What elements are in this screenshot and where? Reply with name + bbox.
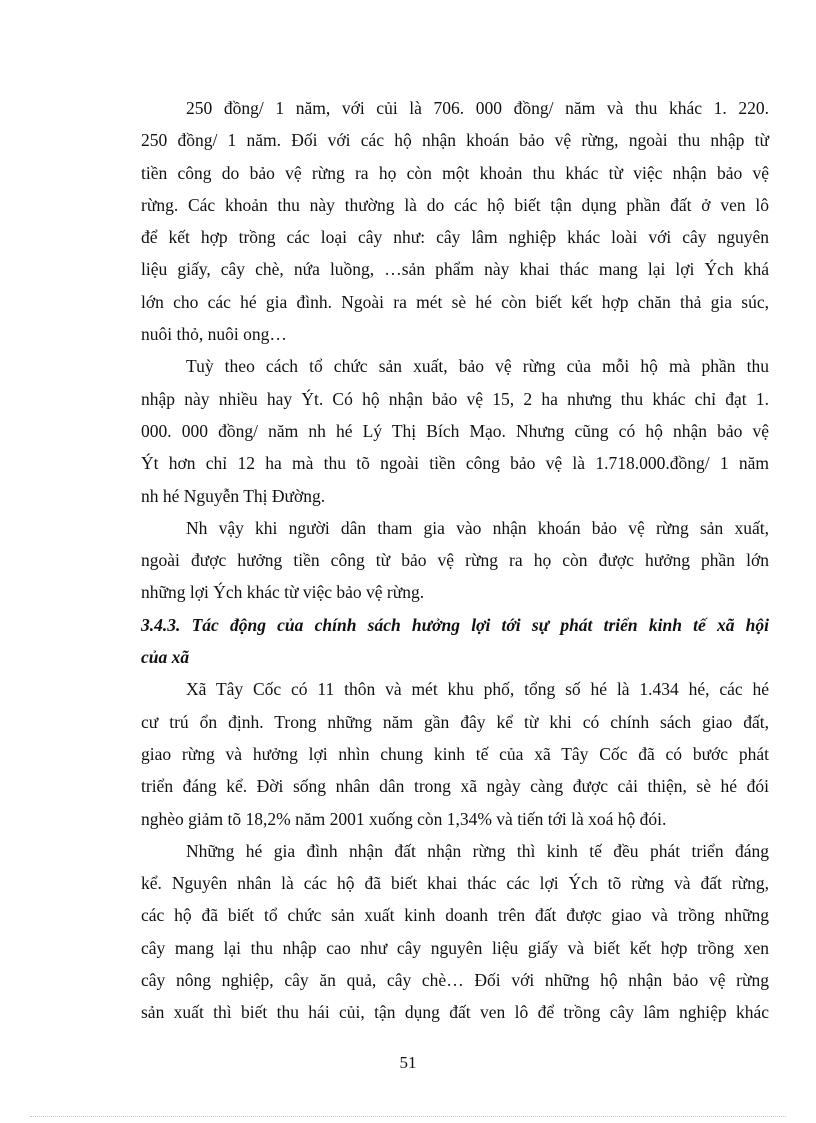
text-line: cây nông nghiệp, cây ăn quả, cây chè… Đối với những hộ nhận bảo vệ rừng (141, 970, 769, 991)
text-line: 000. 000 đồng/ năm nh hé Lý Thị Bích Mạo. Nhưng cũng có hộ nhận bảo vệ (141, 420, 769, 441)
text-line: các hộ đã biết tổ chức sản xuất kinh doanh trên đất được giao và trồng những (141, 905, 769, 926)
text-line: Nh vậy khi người dân tham gia vào nhận khoán bảo vệ rừng sản xuất, (186, 517, 769, 538)
text-line: nh hé Nguyễn Thị Đường. (141, 485, 326, 506)
text-line: Những hé gia đình nhận đất nhận rừng thì kinh tế đều phát triển đáng (186, 840, 769, 861)
text-line: Tuỳ theo cách tổ chức sản xuất, bảo vệ rừng của mỗi hộ mà phần thu (186, 356, 769, 377)
page-border (30, 1116, 786, 1117)
text-line: liệu giấy, cây chè, nứa luồng, …sản phẩm này khai thác mang lại lợi Ých khá (141, 259, 769, 280)
text-line: ngoài được hưởng tiền công từ bảo vệ rừng ra họ còn được hưởng phần lớn (141, 550, 769, 571)
text-line: để kết hợp trồng các loại cây như: cây lâm nghiệp khác loài với cây nguyên (141, 227, 769, 248)
text-line: triển đáng kể. Đời sống nhân dân trong xã ngày càng được cải thiện, sè hé đói (141, 776, 769, 797)
text-line: lớn cho các hé gia đình. Ngoài ra mét sè hé còn biết kết hợp chăn thả gia súc, (141, 291, 769, 312)
text-line: 250 đồng/ 1 năm, với củi là 706. 000 đồng/ năm và thu khác 1. 220. (186, 98, 769, 118)
text-line: 250 đồng/ 1 năm. Đối với các hộ nhận khoán bảo vệ rừng, ngoài thu nhập từ (141, 130, 769, 151)
text-line: rừng. Các khoản thu này thường là do các hộ biết tận dụng phần đất ở ven lô (141, 194, 769, 215)
text-line: giao rừng và hưởng lợi nhìn chung kinh tế của xã Tây Cốc đã có bước phát (141, 743, 769, 764)
text-line: cư trú ổn định. Trong những năm gần đây kể từ khi có chính sách giao đất, (141, 711, 769, 732)
text-line: nuôi thỏ, nuôi ong… (141, 324, 287, 345)
section-heading: 3.4.3. Tác động của chính sách hưởng lợi tới sự phát triển kinh tế xã hội (141, 614, 769, 635)
page-number: 51 (399, 1053, 417, 1072)
section-heading: của xã (141, 647, 190, 668)
text-line: nghèo giảm tõ 18,2% năm 2001 xuống còn 1,34% và tiến tới là xoá hộ đói. (141, 808, 667, 829)
text-line: Xã Tây Cốc có 11 thôn và mét khu phố, tổng số hé là 1.434 hé, các hé (186, 679, 769, 700)
text-line: tiền công do bảo vệ rừng ra họ còn một khoản thu khác từ việc nhận bảo vệ (141, 162, 769, 183)
text-line: Ýt hơn chỉ 12 ha mà thu tõ ngoài tiền công bảo vệ là 1.718.000.đồng/ 1 năm (141, 453, 769, 474)
text-line: kể. Nguyên nhân là các hộ đã biết khai thác các lợi Ých tõ rừng và đất rừng, (141, 873, 769, 894)
text-line: sản xuất thì biết thu hái củi, tận dụng đất ven lô để trồng cây lâm nghiệp khác (141, 1002, 769, 1023)
text-line: cây mang lại thu nhập cao như cây nguyên liệu giấy và biết kết hợp trồng xen (141, 937, 769, 958)
body-text (141, 92, 769, 1029)
text-line: nhập này nhiều hay Ýt. Có hộ nhận bảo vệ 15, 2 ha nhưng thu khác chỉ đạt 1. (141, 388, 769, 409)
text-line: những lợi Ých khác từ việc bảo vệ rừng. (141, 582, 425, 603)
